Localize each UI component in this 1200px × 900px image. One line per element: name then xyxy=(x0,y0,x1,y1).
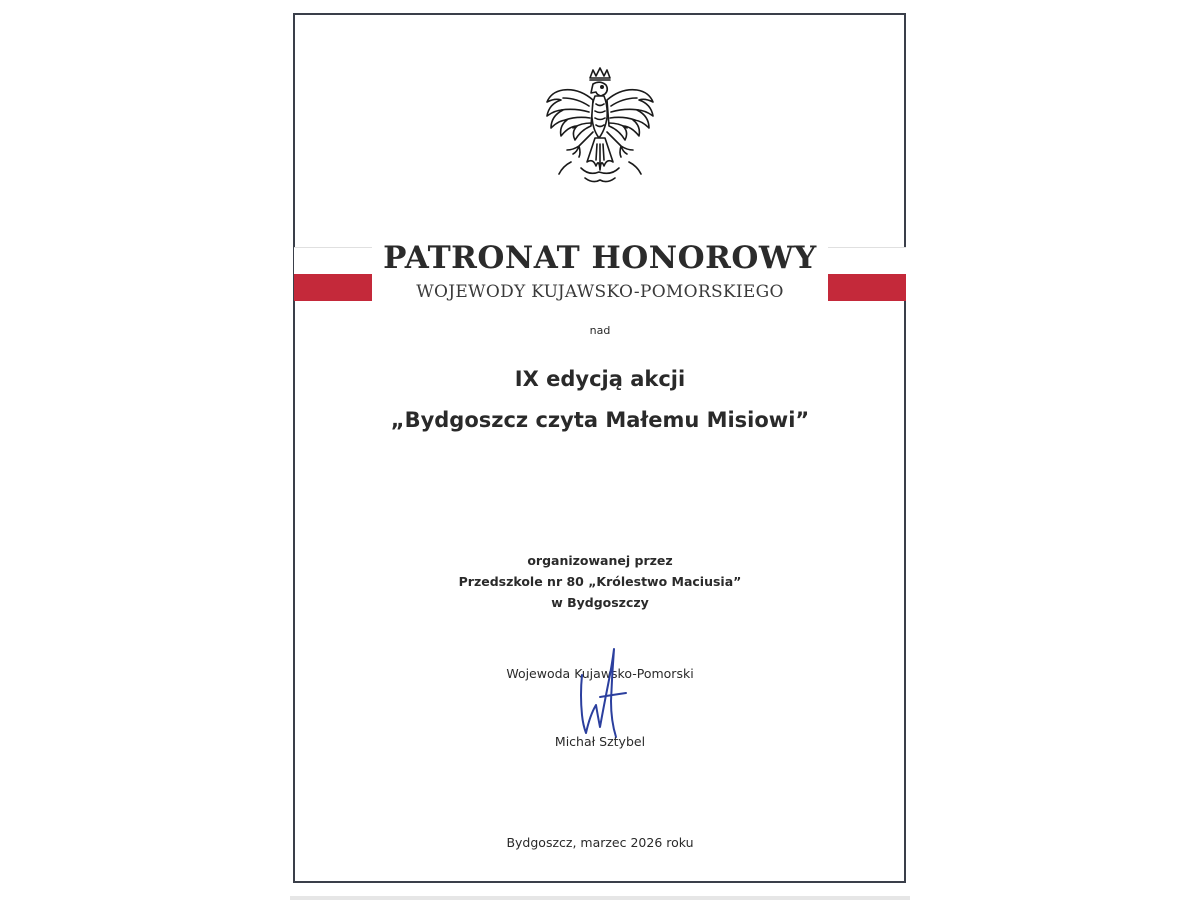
patronage-title: PATRONAT HONOROWY xyxy=(383,240,817,276)
flag-red-band xyxy=(828,274,906,301)
flag-white-band xyxy=(294,247,372,274)
event-name: „Bydgoszcz czyta Małemu Misiowi” xyxy=(390,408,810,432)
flag-white-band xyxy=(828,247,906,274)
issue-date: Bydgoszcz, marzec 2026 roku xyxy=(506,835,694,850)
organizer-name: Przedszkole nr 80 „Królestwo Maciusia” xyxy=(458,574,742,589)
flag-stripe-right xyxy=(828,247,906,301)
flag-stripe-left xyxy=(294,247,372,301)
patronage-subtitle: WOJEWODY KUJAWSKO-POMORSKIEGO xyxy=(416,282,784,302)
organizer-city: w Bydgoszczy xyxy=(551,595,649,610)
signer-title: Wojewoda Kujawsko-Pomorski xyxy=(506,666,694,681)
event-edition: IX edycją akcji xyxy=(514,367,686,391)
page-shadow xyxy=(290,896,910,900)
polish-eagle-icon xyxy=(541,66,659,194)
signer-name: Michał Sztybel xyxy=(554,734,646,749)
connector-text: nad xyxy=(589,324,611,337)
flag-red-band xyxy=(294,274,372,301)
handwritten-signature xyxy=(556,645,652,745)
organizer-intro: organizowanej przez xyxy=(527,553,673,568)
